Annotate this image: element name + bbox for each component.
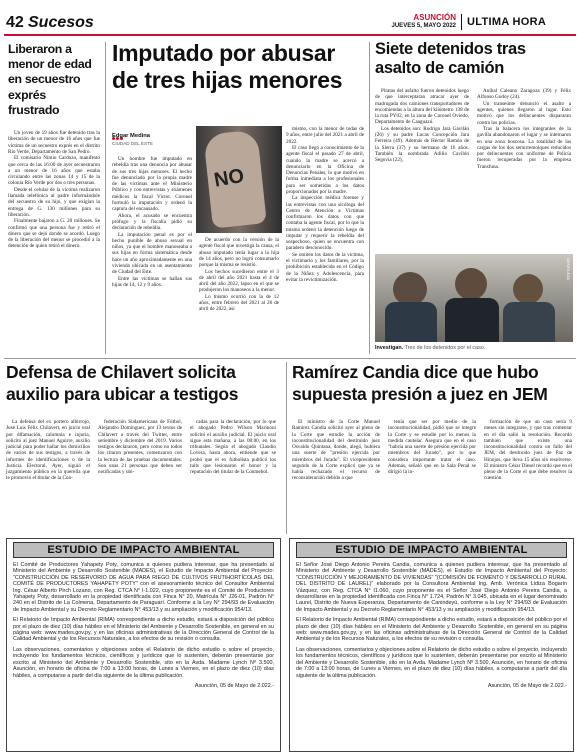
right-paragraph: Tras la balacera los integrantes de la gavilla abandonaron el lugar y se internaron en una zona boscosa. La totalidad de las cargas de los dos semirremolques reducidos por delincuentes con uniforme de Policía fueron recuperadas por la empresa Transfuna. — [477, 126, 571, 170]
left-headline: Liberaron a menor de edad en secuestro exprés frustrado — [8, 42, 92, 117]
chilavert-story — [6, 362, 280, 532]
main-col-3 — [286, 126, 364, 283]
candia-col-2: tenía que ser por medio de la inconstitucionalidad, pidió que se integre la Corte y se estudie por lo menos la medida cautelar. Asegura que en el caso "habría una suerte de presión ejercida por miembros del Jurado", por lo que considera importante tratar el caso. Además, señaló que en la Sala Penal se dirigió la in- — [388, 419, 476, 475]
header-rule — [4, 34, 576, 36]
main-paragraph: Un hombre fue imputado en rebeldía tras una denuncia por abusar de sus tres hijas menores. El hecho fue denunciado por la propia madre de las víctimas ante el Ministerio Público y con entrevistas y exámenes médicos la fiscal Victor. Coronel formuló la imputación y ordenó la captura del encausado. — [112, 156, 192, 212]
ad-footer: Asunción, 05 de Mayo de 2.022.- — [487, 682, 567, 689]
candia-story — [292, 362, 574, 532]
header-divider — [461, 14, 462, 30]
caption-label: Investigan. — [375, 345, 404, 351]
main-photo: NO — [196, 126, 282, 233]
left-story — [8, 42, 100, 352]
caption-text: Tres de los detenidos por el caso. — [404, 345, 486, 351]
ad-footer: Asunción, 05 de Mayo de 2.022.- — [194, 682, 274, 689]
page-number: 42 — [6, 14, 24, 31]
chilavert-headline: Defensa de Chilavert solicita auxilio para ubicar a testigos — [6, 362, 239, 404]
photo-credit: GENTILEZA — [566, 258, 571, 281]
main-paragraph: Entre las víctimas se hallan sus hijas de 14, 12 y 9 años. — [112, 275, 192, 288]
left-paragraph: El comisario Nimio Cardozo, manifestó que cerca de las 16:00 de ayer secuestraron a un menor de 16 años que estaba circulando entre las zonas 14 y 15 de la colonia Río Verde por dos o tres personas. — [8, 155, 100, 187]
section-title: Sucesos — [28, 14, 94, 31]
right-story — [375, 40, 575, 355]
chilavert-col-3: cadas para la declaración, por lo que el abogado Pedro Wilson Marinoni solicitó el auxilio judicial. El juicio oral sigue esta mañana, a las 08:00, en los tribunales. Según el abogado Claudio Lovera, hasta ahora, entiende que se probó que el ex futbolista publicó los tuits que lesionaron el honor y la reputación del titular de la Conmebol. — [190, 419, 276, 475]
main-col-2 — [199, 237, 279, 313]
main-paragraph: Ahora, el acusado se encuentra prófugo y la fiscalía pidió su declaración de rebeldía. — [112, 212, 192, 232]
ad-right — [289, 538, 574, 752]
ad-paragraph: El Comité de Productores Yahapety Poty, comunica a quienes pudiera interesar, que ha presentado al Ministerio del Ambiente y Desarrollo Sostenible (MADES), el Estudio de Impacto Ambiental del Proyecto: "CONSTRUCCIÓN DE RESERVORIO DE AGUA PARA RIEGO DE CULTIVOS FRUTIHORTÍCOLAS DEL COMITÉ DE PRODUCTORES YAHAPETY POTY" con el asesoramiento técnico del Consultor Ambiental Ing. César Alberto Pirch Lozano, con Reg. CTCA N° I-1.022, cuyo proponente es el Comité de Productores Yahapety Poty, desarrollado en la propiedad identificada con Finca N° 20, Matrícula N° J26-01, Padrón N° 240 en el Distrito de La Colmena, Departamento de Paraguarí. Conforme a la Ley N° 294/93 de Evaluación de Impacto Ambiental y su Decreto Reglamentario N° 453/13 y su ampliación y modificación 954/13. — [13, 562, 274, 613]
main-paragraph: La inspección médica forense y las entrevistas con una sicóloga del Centro de Atención a Víctimas confirmaron los datos con que contaba la agente fiscal, por lo que la misma ordenó la detención luego de imputar y requerir la rebeldía del sospechoso, quien se encuentra con paradero desconocido. — [286, 195, 364, 252]
ad-paragraph: El Relatorio de Impacto Ambiental (RIMA) correspondiente a dicho estudio, estará a disposición del público por el plazo de diez (10) días hábiles en el Ministerio del Ambiente y Desarrollo Sostenible, en general en su página web: www.mades.gov.py, y en las oficinas administrativas de la Dirección General de Control de la Calidad Ambiental y de los Recursos Naturales, a los efectos de su revisión o consulta. — [13, 617, 274, 643]
page-header — [0, 0, 580, 34]
right-photo — [375, 254, 573, 342]
candia-col-1: El ministro de la Corte Manuel Ramírez Candia solicitó ayer al pleno de la Corte que estudie la acción de inconstitucionalidad del destituido juez Osvaldo Quintana, donde, alegó, hubiera una suerte de "presión ejercida por miembros del Jurado". El vicepresidente segundo de la Corte explicó que ya se había rechazado el recurso de reconsideración debido a que — [292, 419, 380, 482]
chilavert-col-2: federación Sudamericana de Fútbol, Alejandro Domínguez, por 13 textos de Chilavert a través del Twitter, entre setiembre y diciembre del 2019. Varios testigos declararon, pero como no todos los citaron presentes, comenzaron con la lectura de las pruebas documentales. Son unas 21 personas que deben ser notificadas y ubi- — [98, 419, 182, 475]
chilavert-col-1: La defensa del ex portero albirrojo, José Luis Félix Chilavert, en juicio oral por difamación, calumnia e injuria, solicitó al juez Manuel Aguirre, auxilio judicial para poder hallar los domicilios de varios de sus testigos, a través de informes de identificaciones o de la Justicia Electoral. Ayer, siguió el juzgamiento público en la querella que le promovió el titular de la Con- — [6, 419, 90, 482]
ad-paragraph: Las observaciones, comentarios y objeciones sobre el Relatorio de dicho estudio o sobre el proyecto, incluyendo los fundamentos técnicos, científicos y jurídicos que lo sustenten, deberán presentarse por escrito al Ministerio del Ambiente y Desarrollo Sostenible, sito en la Avda. Madame Lynch Nº 3.500, Asunción, en horario de oficina de 7:00 a 13:00 horas, de Lunes a Viernes, en el plazo de diez (10) días hábiles, a computarse a partir del día siguiente de la última publicación. — [296, 646, 567, 679]
ad-right-body — [296, 562, 567, 689]
main-paragraph: Los hechos sucedieron entre el 3 de abril del año 2021 hasta el 4 de abril del año 2022, lapso en el que se produjeron los manoseos a la menor. — [199, 268, 279, 294]
right-caption — [375, 345, 485, 351]
column-divider — [105, 42, 106, 354]
main-col-1 — [112, 156, 192, 288]
main-paragraph: El caso llegó a conocimiento de la agente fiscal el pasado 27 de abril, cuando la madre se acercó a denunciarlo en la Oficina de Denuncias Penales, lo que motivó en forma inmediata a los profesionales para ser sometidas a los datos proporcionados por la madre. — [286, 145, 364, 195]
left-paragraph: Un joven de 19 años fue detenido tras la liberación de un menor de 16 años que fue víctima de un secuestro exprés en el distrito Río Verde, Departamento de San Pedro. — [8, 130, 100, 155]
left-paragraph: Desde el celular de la víctima realizaron llamada telefónica al padre informándole del secuestro de su hijo, y que exigían la entrega de G. 130 millones para su liberación. — [8, 186, 100, 218]
main-paragraph: mismo, con la menor de todas de 9 años, entre julio del 2021 a abril de 2022. — [286, 126, 364, 145]
main-paragraph: La imputación penal es por el hecho punible de abuso sexual en niños, ya que el hombre manoseaba a sus hijas en forma sistemática desde hace un año aproximadamente en una vivienda ubicada en un asentamiento de Ciudad del Este. — [112, 231, 192, 276]
candia-headline: Ramírez Candia dice que hubo supuesta presión a juez en JEM — [292, 362, 548, 404]
column-divider — [369, 42, 370, 354]
left-paragraph: Finalmente bajaron a G. 20 millones. Se confirmó que una persona fue y retiró el dinero que se dejó donde se acordó. Luego de la liberación del menor se procedió a la detención de quien retiró el dinero. — [8, 218, 100, 250]
byline-role: CIUDAD DEL ESTE — [112, 141, 153, 146]
right-paragraph: Aníbal Caleano Zaragoza (39) y Félix Alfonso Godoy (24). — [477, 88, 571, 101]
ad-left-body — [13, 562, 274, 689]
ad-left-title: ESTUDIO DE IMPACTO AMBIENTAL — [13, 542, 274, 558]
right-col-2 — [477, 88, 571, 170]
header-brand: ASUNCIÓN — [413, 13, 456, 22]
byline-name: Edgar Medina — [112, 133, 151, 139]
main-paragraph: Se omiten los datos de la víctima, el victimario y los familiares, por la prohibición establecida en el Código de la Niñez y Adolescencia, para evitar la revictimización. — [286, 251, 364, 283]
right-paragraph: Los detenidos son: Rodrigo Jara Gavilán (26) y su padre Lucas Concepción Jara Ferreira (49). Además de Héctor Ramón de la Sierra (37) y su hermano de 16 años. También la nombrada Adilio Cavilón Segovia (22), — [375, 125, 469, 164]
ad-paragraph: El Señor José Diego Antonio Pereira Candia, comunica a quienes pudiera interesar, que ha presentado al Ministerio del Ambiente y Desarrollo Sostenible (MADES), el Estudio de Impacto Ambiental del Proyecto: "CONSTRUCCIÓN Y MEJORAMIENTO DE VIVIENDAS" "(COMISIÓN DE FOMENTO Y DESARROLLO RURAL DEL DISTRITO DE LAUREL)" elaborado por la Consultora Ambiental Ing. Amb. Verónica Lidiza Bogarín Vázquez, con Reg. CTCA N° I1.060, cuyo proponente es el Señor José Diego Antonio Pereira Candia, a desarrollarse en la propiedad identificada con Finca N° 1.724, Padrón N° 3.045, ubicada en el lugar denominado Laurel, Distrito de Nueva Esperanza, Departamento de Canindeyú, conforme a la Ley N° 294/93 de Evaluación de Impacto Ambiental y su Decreto Reglamentario N° 453/13 y su ampliación y modificación 954/13. — [296, 562, 567, 613]
header-date: JUEVES 5, MAYO 2022 — [391, 23, 456, 29]
main-paragraph: De acuerdo con la versión de la agente fiscal que investiga la causa, el abuso imputado tenía lugar a la hija de 14 años, pero no logró consumarlo porque la misma se resistió. — [199, 237, 279, 268]
candia-col-3: formación de que un caso sería 9 meses sin integrarse, y que tras comentar en el día salió la resolución. Recordó también que existe una inconstitucionalidad contra un fallo del JEM, del destituido juez de Paz de Hinojos, que lleva 15 años sin resolverse. El ministro César Diesel recordó que en el pleno de la Corte el que debe resolver la cuestión. — [484, 419, 573, 482]
main-paragraph: Lo mismo ocurrió con la de 12 años, entre febrero del 2021 al 26 de abril de 2022, así — [199, 293, 279, 313]
section-rule — [4, 358, 576, 359]
main-story — [112, 40, 364, 355]
left-body — [8, 130, 100, 250]
right-paragraph: Un transeúnte denunció el asalto a agentes, quienes llegaron al lugar. Esto motivó que los delincuentes dispararan contra los policías. — [477, 100, 571, 126]
right-headline: Siete detenidos tras asalto de camión — [375, 40, 526, 77]
ad-paragraph: El Relatorio de Impacto Ambiental (RIMA) correspondiente a dicho estudio, estará a disposición del público por el plazo de diez (10) días hábiles en el Ministerio del Ambiente y Desarrollo Sostenible, en general en su página web: www.mades.gov.py, y en las oficinas administrativas de la Dirección General de Control de la Calidad Ambiental y de los Recursos Naturales, a los efectos de su revisión o consulta. — [296, 617, 567, 643]
header-right-tag: ULTIMA HORA — [467, 16, 547, 28]
main-headline: Imputado por abusar de tres hijas menores — [112, 40, 343, 93]
ad-right-title: ESTUDIO DE IMPACTO AMBIENTAL — [296, 542, 567, 558]
right-col-1 — [375, 88, 469, 164]
ad-left — [6, 538, 281, 752]
red-dots-icon — [112, 127, 126, 131]
column-divider — [286, 362, 287, 534]
ad-paragraph: Las observaciones, comentarios y objeciones sobre el Relatorio de dicho estudio o sobre el proyecto, incluyendo los fundamentos técnicos, científicos y jurídicos que lo sustenten, deberán presentarse por escrito al Ministerio del Ambiente y Desarrollo Sostenible, sito en la Avda. Madame Lynch Nº 3.500, Asunción, en horario de oficina de 7:00 a 13:00 horas, de Lunes a Viernes, en el plazo de diez (10) días hábiles, a computarse a partir del día siguiente de la última publicación. — [13, 646, 274, 679]
right-paragraph: Piratas del asfalto fueron detenidos luego de que interceptaran atracar ayer de madrugada dos camiones transportadores de encomiendas a la altura del kilómetro 138 de la ruta PY02, en la zona de Coronel Oviedo, Departamento de Caaguazú. — [375, 88, 469, 126]
